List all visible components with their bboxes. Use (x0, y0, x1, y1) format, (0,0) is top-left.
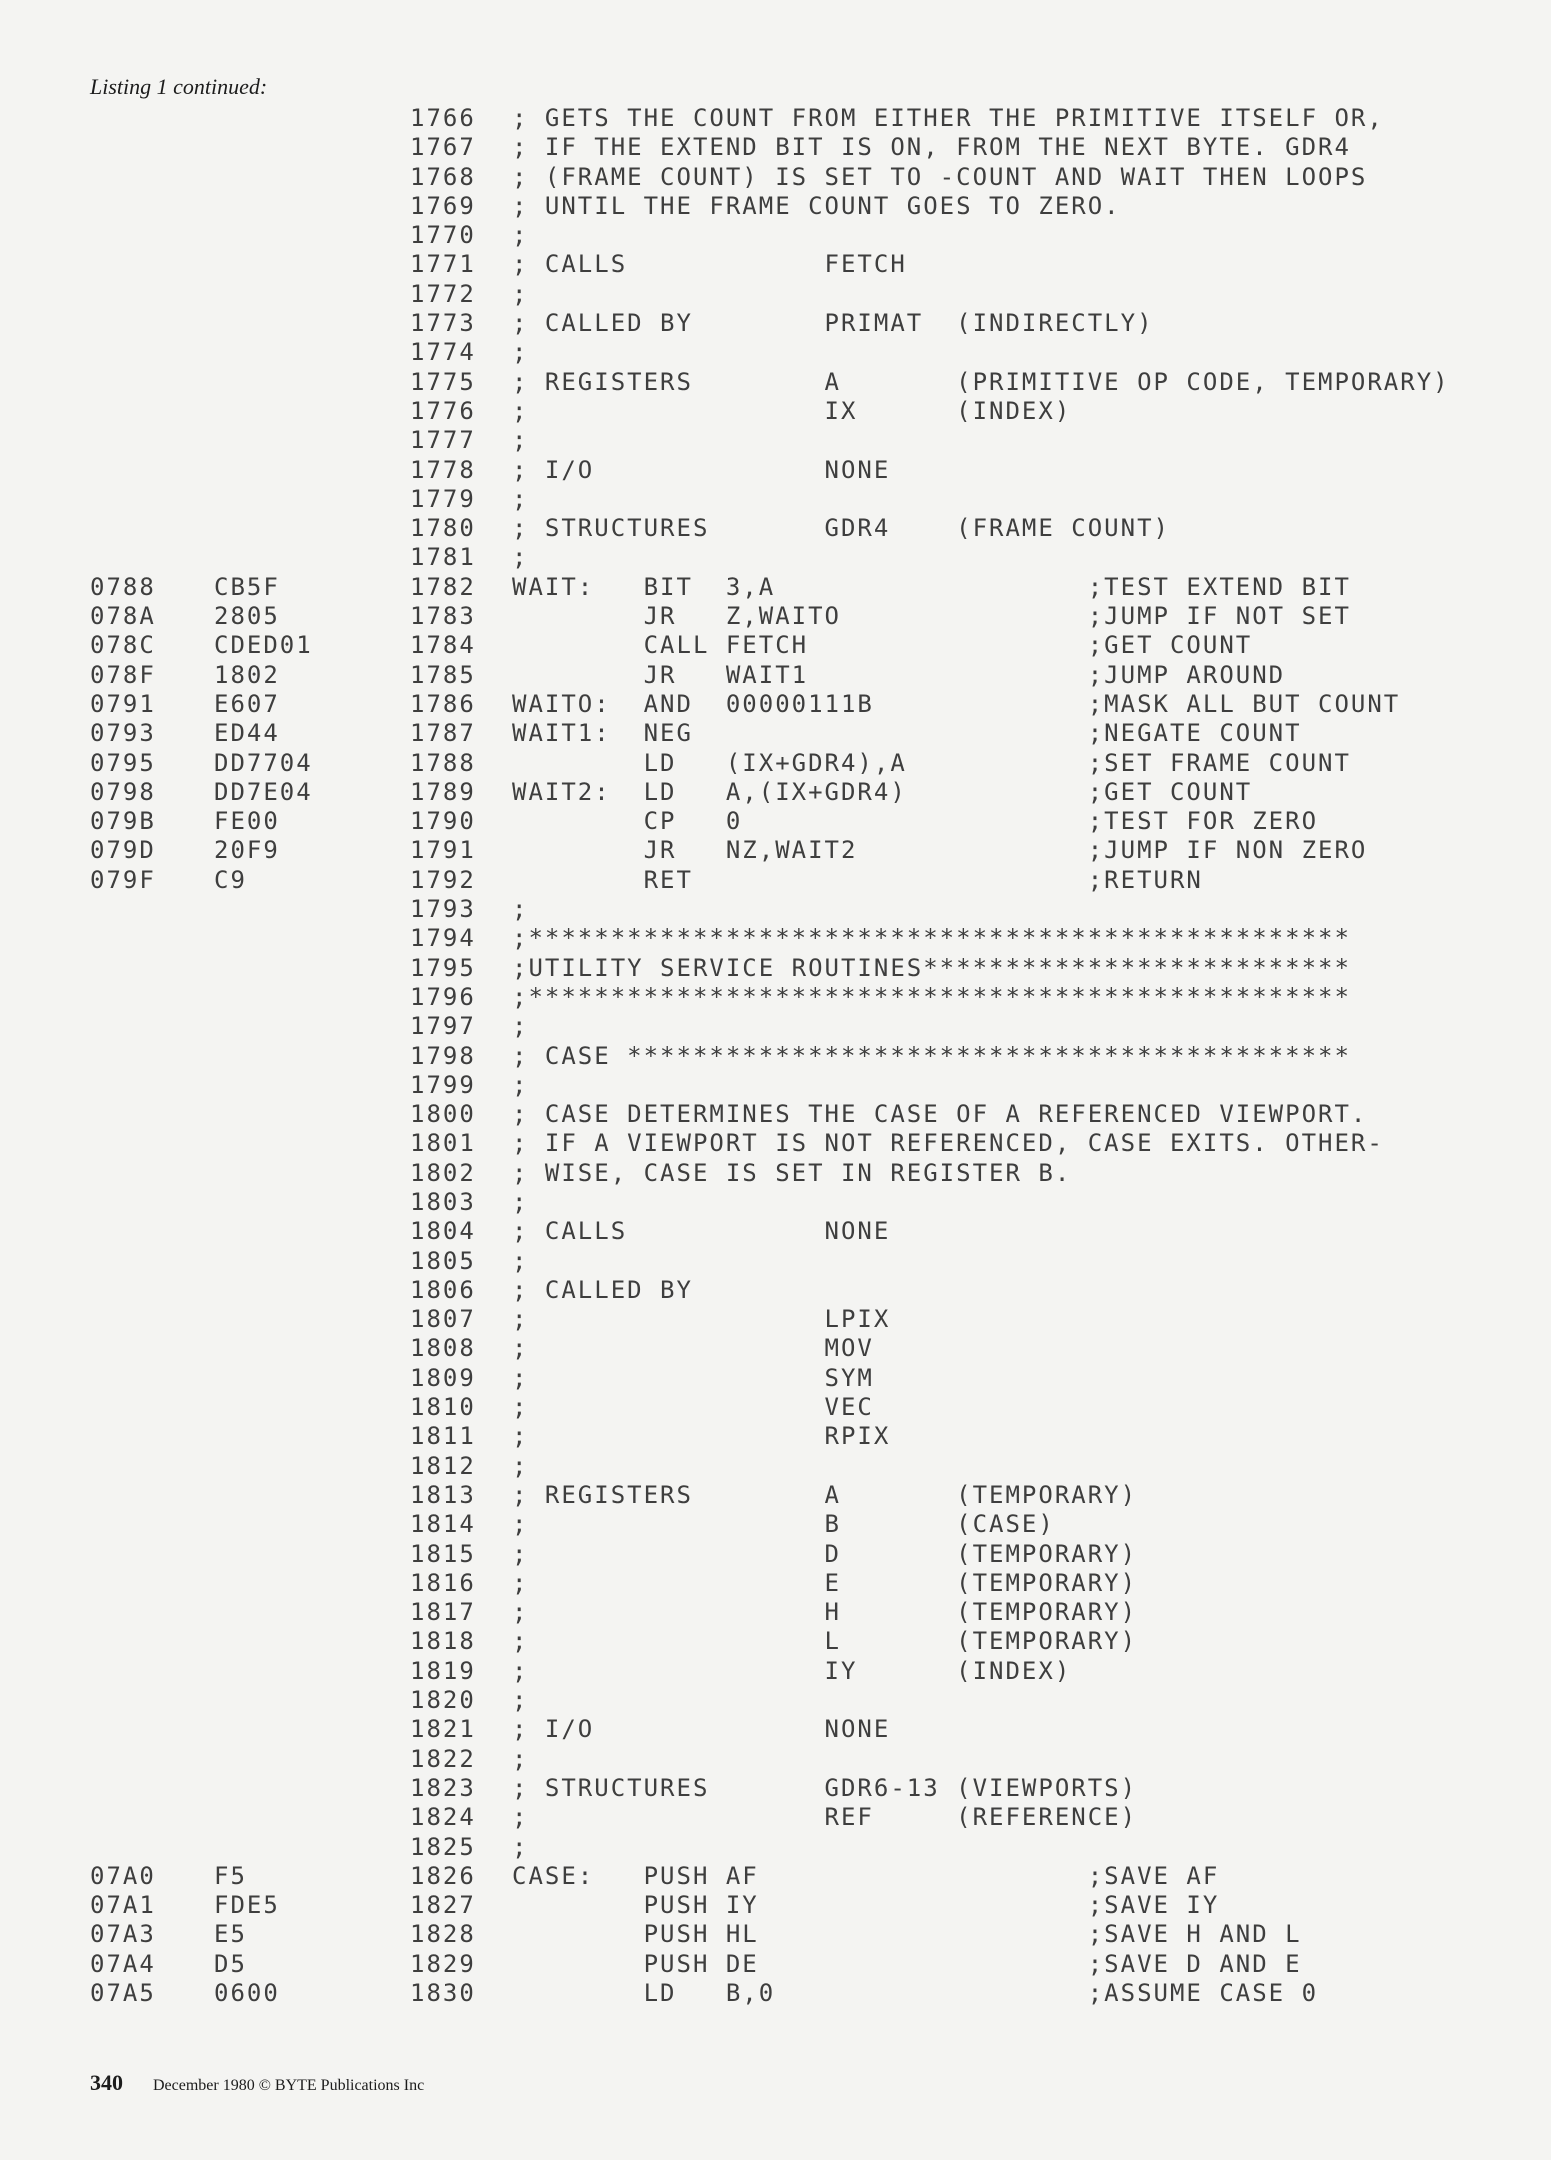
line-number: 1813 (410, 1480, 476, 1509)
object-code: 2805 (214, 602, 280, 631)
line-number: 1796 (410, 982, 476, 1011)
line-number: 1795 (410, 953, 476, 982)
listing-line (0, 133, 1551, 162)
line-number: 1790 (410, 807, 476, 836)
source-text: ;************************************************** (512, 982, 1351, 1011)
listing-line (0, 924, 1551, 953)
line-number: 1783 (410, 602, 476, 631)
listing-line (0, 1422, 1551, 1451)
source-text: WAITO: AND 00000111B ;MASK ALL BUT COUNT (512, 689, 1401, 718)
address: 07A5 (90, 1979, 156, 2007)
line-number: 1810 (410, 1393, 476, 1422)
address: 078C (90, 631, 156, 660)
listing-line (0, 280, 1551, 309)
listing-line (0, 1481, 1551, 1510)
listing-line (0, 1159, 1551, 1188)
listing-line (0, 1979, 1551, 2008)
line-number: 1804 (410, 1217, 476, 1246)
listing-line (0, 690, 1551, 719)
listing-line (0, 1305, 1551, 1334)
listing-line (0, 1950, 1551, 1979)
line-number: 1824 (410, 1803, 476, 1832)
source-text: PUSH HL ;SAVE H AND L (512, 1920, 1302, 1949)
source-text: LD (IX+GDR4),A ;SET FRAME COUNT (512, 748, 1351, 777)
source-text: ; STRUCTURES GDR4 (FRAME COUNT) (512, 514, 1170, 543)
line-number: 1791 (410, 836, 476, 865)
object-code: E5 (214, 1920, 247, 1949)
line-number: 1766 (410, 104, 476, 132)
listing-line (0, 514, 1551, 543)
listing-line (0, 1217, 1551, 1246)
line-number: 1827 (410, 1891, 476, 1920)
line-number: 1767 (410, 133, 476, 162)
listing-line (0, 661, 1551, 690)
line-number: 1805 (410, 1246, 476, 1275)
listing-line (0, 1364, 1551, 1393)
source-text: JR NZ,WAIT2 ;JUMP IF NON ZERO (512, 836, 1368, 865)
source-text: ; WISE, CASE IS SET IN REGISTER B. (512, 1158, 1072, 1187)
line-number: 1817 (410, 1598, 476, 1627)
source-text: ; E (TEMPORARY) (512, 1568, 1138, 1597)
listing-line (0, 1071, 1551, 1100)
line-number: 1782 (410, 572, 476, 601)
source-text: ; (512, 221, 529, 250)
listing-line (0, 1129, 1551, 1158)
line-number: 1797 (410, 1012, 476, 1041)
source-text: ; RPIX (512, 1422, 891, 1451)
address: 0791 (90, 689, 156, 718)
source-text: JR WAIT1 ;JUMP AROUND (512, 660, 1286, 689)
source-text: ; REGISTERS A (TEMPORARY) (512, 1480, 1138, 1509)
listing-line (0, 397, 1551, 426)
source-text: ; H (TEMPORARY) (512, 1598, 1138, 1627)
source-text: ; CASE DETERMINES THE CASE OF A REFERENCED VIEWPORT. (512, 1100, 1368, 1129)
source-text: ; I/O NONE (512, 455, 891, 484)
source-text: ; CASE ******************************************** (512, 1041, 1351, 1070)
line-number: 1806 (410, 1275, 476, 1304)
publication-credit: December 1980 © BYTE Publications Inc (153, 2077, 425, 2094)
listing-line (0, 807, 1551, 836)
line-number: 1798 (410, 1041, 476, 1070)
listing-heading: Listing 1 continued: (90, 74, 268, 99)
object-code: E607 (214, 689, 280, 718)
source-text: ; IF THE EXTEND BIT IS ON, FROM THE NEXT BYTE. GDR4 (512, 133, 1351, 162)
listing-line (0, 1540, 1551, 1569)
object-code: 1802 (214, 660, 280, 689)
source-text: ;************************************************** (512, 924, 1351, 953)
line-number: 1811 (410, 1422, 476, 1451)
address: 079D (90, 836, 156, 865)
line-number: 1828 (410, 1920, 476, 1949)
listing-line (0, 954, 1551, 983)
address: 078F (90, 660, 156, 689)
listing-line (0, 1657, 1551, 1686)
listing-line (0, 426, 1551, 455)
listing-line (0, 983, 1551, 1012)
listing-line (0, 895, 1551, 924)
line-number: 1814 (410, 1510, 476, 1539)
object-code: FDE5 (214, 1891, 280, 1920)
address: 0788 (90, 572, 156, 601)
source-text: JR Z,WAITO ;JUMP IF NOT SET (512, 602, 1351, 631)
line-number: 1772 (410, 279, 476, 308)
line-number: 1776 (410, 396, 476, 425)
address: 0798 (90, 777, 156, 806)
line-number: 1785 (410, 660, 476, 689)
listing-line (0, 1920, 1551, 1949)
line-number: 1808 (410, 1334, 476, 1363)
object-code: CDED01 (214, 631, 313, 660)
object-code: C9 (214, 865, 247, 894)
listing-line (0, 1686, 1551, 1715)
object-code: F5 (214, 1861, 247, 1890)
line-number: 1781 (410, 543, 476, 572)
listing-line (0, 192, 1551, 221)
listing-line (0, 719, 1551, 748)
line-number: 1779 (410, 484, 476, 513)
line-number: 1794 (410, 924, 476, 953)
source-text: ; L (TEMPORARY) (512, 1627, 1138, 1656)
source-text: ; B (CASE) (512, 1510, 1055, 1539)
listing-line (0, 163, 1551, 192)
line-number: 1789 (410, 777, 476, 806)
object-code: DD7704 (214, 748, 313, 777)
line-number: 1803 (410, 1187, 476, 1216)
source-text: ; (512, 1187, 529, 1216)
listing-line (0, 1891, 1551, 1920)
source-text: CALL FETCH ;GET COUNT (512, 631, 1253, 660)
listing-line (0, 1452, 1551, 1481)
line-number: 1799 (410, 1070, 476, 1099)
listing-line (0, 836, 1551, 865)
listing-line (0, 1803, 1551, 1832)
code-listing (0, 104, 1551, 2008)
listing-line (0, 1569, 1551, 1598)
listing-line (0, 485, 1551, 514)
source-text: ; SYM (512, 1363, 874, 1392)
listing-line (0, 778, 1551, 807)
address: 0795 (90, 748, 156, 777)
address: 079F (90, 865, 156, 894)
source-text: ; (512, 1744, 529, 1773)
line-number: 1771 (410, 250, 476, 279)
line-number: 1793 (410, 895, 476, 924)
line-number: 1807 (410, 1305, 476, 1334)
listing-line (0, 602, 1551, 631)
address: 079B (90, 807, 156, 836)
listing-line (0, 1276, 1551, 1305)
source-text: ; (512, 426, 529, 455)
source-text: ; VEC (512, 1393, 874, 1422)
line-number: 1830 (410, 1979, 476, 2007)
source-text: ; (512, 279, 529, 308)
line-number: 1822 (410, 1744, 476, 1773)
listing-line (0, 1042, 1551, 1071)
line-number: 1821 (410, 1715, 476, 1744)
listing-line (0, 1188, 1551, 1217)
line-number: 1823 (410, 1773, 476, 1802)
source-text: ; (512, 1451, 529, 1480)
page-number: 340 (90, 2070, 123, 2095)
source-text: LD B,0 ;ASSUME CASE 0 (512, 1979, 1319, 2007)
address: 07A3 (90, 1920, 156, 1949)
listing-line (0, 1247, 1551, 1276)
object-code: 0600 (214, 1979, 280, 2007)
source-text: PUSH IY ;SAVE IY (512, 1891, 1220, 1920)
line-number: 1820 (410, 1686, 476, 1715)
listing-line (0, 309, 1551, 338)
source-text: ; (512, 338, 529, 367)
source-text: ; I/O NONE (512, 1715, 891, 1744)
source-text: ; REGISTERS A (PRIMITIVE OP CODE, TEMPORARY) (512, 367, 1450, 396)
source-text: ; IY (INDEX) (512, 1656, 1072, 1685)
listing-line (0, 1598, 1551, 1627)
line-number: 1815 (410, 1539, 476, 1568)
line-number: 1787 (410, 719, 476, 748)
line-number: 1818 (410, 1627, 476, 1656)
source-text: ; (512, 1012, 529, 1041)
line-number: 1786 (410, 689, 476, 718)
listing-line (0, 104, 1551, 133)
line-number: 1780 (410, 514, 476, 543)
source-text: ; IX (INDEX) (512, 396, 1072, 425)
line-number: 1769 (410, 191, 476, 220)
address: 07A1 (90, 1891, 156, 1920)
object-code: 20F9 (214, 836, 280, 865)
source-text: CASE: PUSH AF ;SAVE AF (512, 1861, 1220, 1890)
listing-line (0, 573, 1551, 602)
source-text: ; MOV (512, 1334, 874, 1363)
page-footer (90, 2070, 424, 2096)
address: 0793 (90, 719, 156, 748)
line-number: 1825 (410, 1832, 476, 1861)
object-code: CB5F (214, 572, 280, 601)
line-number: 1812 (410, 1451, 476, 1480)
line-number: 1768 (410, 162, 476, 191)
line-number: 1819 (410, 1656, 476, 1685)
listing-line (0, 1012, 1551, 1041)
source-text: WAIT: BIT 3,A ;TEST EXTEND BIT (512, 572, 1351, 601)
listing-line (0, 749, 1551, 778)
source-text: ; REF (REFERENCE) (512, 1803, 1138, 1832)
source-text: ; GETS THE COUNT FROM EITHER THE PRIMITIVE ITSELF OR, (512, 104, 1384, 132)
source-text: RET ;RETURN (512, 865, 1203, 894)
source-text: ; UNTIL THE FRAME COUNT GOES TO ZERO. (512, 191, 1121, 220)
line-number: 1801 (410, 1129, 476, 1158)
source-text: ; CALLED BY PRIMAT (INDIRECTLY) (512, 309, 1154, 338)
listing-line (0, 1100, 1551, 1129)
line-number: 1778 (410, 455, 476, 484)
listing-line (0, 1510, 1551, 1539)
object-code: D5 (214, 1949, 247, 1978)
listing-line (0, 250, 1551, 279)
listing-line (0, 631, 1551, 660)
line-number: 1774 (410, 338, 476, 367)
source-text: ; CALLED BY (512, 1275, 693, 1304)
source-text: ; (512, 1832, 529, 1861)
source-text: PUSH DE ;SAVE D AND E (512, 1949, 1302, 1978)
listing-line (0, 221, 1551, 250)
line-number: 1816 (410, 1568, 476, 1597)
line-number: 1809 (410, 1363, 476, 1392)
line-number: 1788 (410, 748, 476, 777)
line-number: 1802 (410, 1158, 476, 1187)
line-number: 1826 (410, 1861, 476, 1890)
listing-line (0, 1393, 1551, 1422)
listing-line (0, 543, 1551, 572)
object-code: FE00 (214, 807, 280, 836)
source-text: ; (FRAME COUNT) IS SET TO -COUNT AND WAIT THEN LOOPS (512, 162, 1368, 191)
line-number: 1773 (410, 309, 476, 338)
line-number: 1829 (410, 1949, 476, 1978)
listing-line (0, 1334, 1551, 1363)
listing-line (0, 1715, 1551, 1744)
source-text: CP 0 ;TEST FOR ZERO (512, 807, 1319, 836)
source-text: ; D (TEMPORARY) (512, 1539, 1138, 1568)
object-code: ED44 (214, 719, 280, 748)
source-text: ; CALLS FETCH (512, 250, 907, 279)
source-text: WAIT2: LD A,(IX+GDR4) ;GET COUNT (512, 777, 1253, 806)
listing-line (0, 368, 1551, 397)
listing-line (0, 1745, 1551, 1774)
listing-line (0, 456, 1551, 485)
listing-line (0, 1833, 1551, 1862)
source-text: ;UTILITY SERVICE ROUTINES************************** (512, 953, 1351, 982)
source-text: ; (512, 1070, 529, 1099)
source-text: ; (512, 484, 529, 513)
listing-line (0, 1862, 1551, 1891)
line-number: 1800 (410, 1100, 476, 1129)
source-text: ; CALLS NONE (512, 1217, 891, 1246)
source-text: ; LPIX (512, 1305, 891, 1334)
source-text: ; (512, 543, 529, 572)
line-number: 1775 (410, 367, 476, 396)
line-number: 1777 (410, 426, 476, 455)
listing-line (0, 1774, 1551, 1803)
line-number: 1770 (410, 221, 476, 250)
listing-line (0, 866, 1551, 895)
line-number: 1792 (410, 865, 476, 894)
address: 07A4 (90, 1949, 156, 1978)
source-text: ; (512, 1246, 529, 1275)
source-text: ; IF A VIEWPORT IS NOT REFERENCED, CASE EXITS. OTHER- (512, 1129, 1384, 1158)
source-text: WAIT1: NEG ;NEGATE COUNT (512, 719, 1302, 748)
source-text: ; STRUCTURES GDR6-13 (VIEWPORTS) (512, 1773, 1138, 1802)
address: 078A (90, 602, 156, 631)
source-text: ; (512, 1686, 529, 1715)
address: 07A0 (90, 1861, 156, 1890)
source-text: ; (512, 895, 529, 924)
line-number: 1784 (410, 631, 476, 660)
listing-line (0, 1627, 1551, 1656)
object-code: DD7E04 (214, 777, 313, 806)
listing-line (0, 338, 1551, 367)
